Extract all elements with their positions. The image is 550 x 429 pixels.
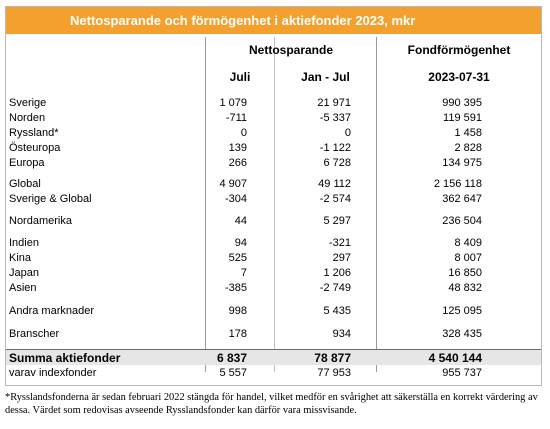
fond-value: 8 007 <box>454 252 482 264</box>
table-row <box>6 281 541 295</box>
table-row <box>6 156 541 170</box>
fond-value: 362 647 <box>442 193 482 205</box>
table-row <box>6 304 541 318</box>
jan-jul-value: -5 337 <box>319 112 351 124</box>
row-label: Indien <box>9 237 39 249</box>
summary-row <box>6 349 541 365</box>
table-row <box>6 111 541 125</box>
jan-jul-value: 6 728 <box>323 157 351 169</box>
index-row <box>6 366 541 380</box>
header-date: 2023-07-31 <box>428 70 490 84</box>
jan-jul-value: 49 112 <box>318 178 351 190</box>
row-label: Global <box>9 178 41 190</box>
jan-jul-value: 21 971 <box>317 97 351 109</box>
fond-value: 8 409 <box>454 237 482 249</box>
juli-value: 1 079 <box>219 97 247 109</box>
juli-value: 94 <box>234 237 247 249</box>
fond-value: 236 504 <box>442 215 482 227</box>
footnote: *Rysslandsfonderna är sedan februari 2022 stängda för handel, vilket medför en svårighet att säkerställa en korrekt värdering av dessa. Värdet som redovisas avseende Rysslandsfonder kan därför vara missvisande. <box>5 392 538 416</box>
juli-value: 178 <box>228 328 247 340</box>
row-label: Andra marknader <box>9 305 94 317</box>
juli-value: 998 <box>228 305 247 317</box>
juli-value: -385 <box>224 282 247 294</box>
table-row <box>6 126 541 140</box>
jan-jul-value: 1 206 <box>323 267 351 279</box>
juli-value: 0 <box>240 127 247 139</box>
juli-value: -711 <box>225 112 247 124</box>
header-fondformogenhet: Fondförmögenhet <box>407 43 511 57</box>
fond-value: 328 435 <box>442 328 482 340</box>
fond-value: 48 832 <box>448 282 482 294</box>
row-label: Sverige & Global <box>9 193 92 205</box>
juli-value: 6 837 <box>216 351 247 365</box>
fond-value: 2 828 <box>454 142 482 154</box>
jan-jul-value: 934 <box>332 328 351 340</box>
juli-value: 139 <box>228 142 247 154</box>
table-row <box>6 192 541 206</box>
juli-value: 5 557 <box>219 367 247 379</box>
table-row <box>6 214 541 228</box>
table-row <box>6 327 541 341</box>
jan-jul-value: -321 <box>328 237 351 249</box>
row-label: Sverige <box>9 97 47 109</box>
row-label: Japan <box>9 267 39 279</box>
fond-value: 2 156 118 <box>433 178 482 190</box>
fond-value: 119 591 <box>443 112 482 124</box>
row-label: Norden <box>9 112 46 124</box>
juli-value: 4 907 <box>219 178 247 190</box>
header-juli: Juli <box>229 70 251 84</box>
juli-value: 7 <box>240 267 247 279</box>
row-label: varav indexfonder <box>9 367 97 379</box>
jan-jul-value: 5 435 <box>323 305 351 317</box>
table-row <box>6 96 541 110</box>
jan-jul-value: 5 297 <box>323 215 351 227</box>
row-label: Nordamerika <box>9 215 72 227</box>
fond-value: 990 395 <box>442 97 482 109</box>
jan-jul-value: 297 <box>332 252 351 264</box>
fond-value: 4 540 144 <box>428 351 482 365</box>
jan-jul-value: -2 574 <box>319 193 351 205</box>
table-row <box>6 266 541 280</box>
juli-value: -304 <box>224 193 247 205</box>
row-label: Asien <box>9 282 37 294</box>
table-title: Nettosparande och förmögenhet i aktiefonder 2023, mkr <box>6 7 541 34</box>
fond-value: 16 850 <box>448 267 482 279</box>
table-frame <box>5 6 542 386</box>
table-row <box>6 141 541 155</box>
table-row <box>6 236 541 250</box>
juli-value: 525 <box>228 252 247 264</box>
fond-value: 1 458 <box>454 127 482 139</box>
juli-value: 266 <box>228 157 247 169</box>
row-label: Kina <box>9 252 32 264</box>
fond-value: 134 975 <box>442 157 482 169</box>
table-row <box>6 251 541 265</box>
jan-jul-value: -2 749 <box>319 282 351 294</box>
fond-value: 955 737 <box>442 367 482 379</box>
row-label: Summa aktiefonder <box>9 351 121 365</box>
jan-jul-value: -1 122 <box>319 142 351 154</box>
jan-jul-value: 0 <box>344 127 351 139</box>
row-label: Europa <box>9 157 45 169</box>
row-label: Östeuropa <box>9 142 61 154</box>
row-label: Branscher <box>9 328 60 340</box>
jan-jul-value: 78 877 <box>314 351 351 365</box>
table-row <box>6 177 541 191</box>
row-label: Ryssland* <box>9 127 59 139</box>
juli-value: 44 <box>234 215 247 227</box>
fond-value: 125 095 <box>442 305 482 317</box>
header-jan-jul: Jan - Jul <box>301 70 350 84</box>
jan-jul-value: 77 953 <box>317 367 351 379</box>
header-nettosparande: Nettosparande <box>248 43 334 57</box>
